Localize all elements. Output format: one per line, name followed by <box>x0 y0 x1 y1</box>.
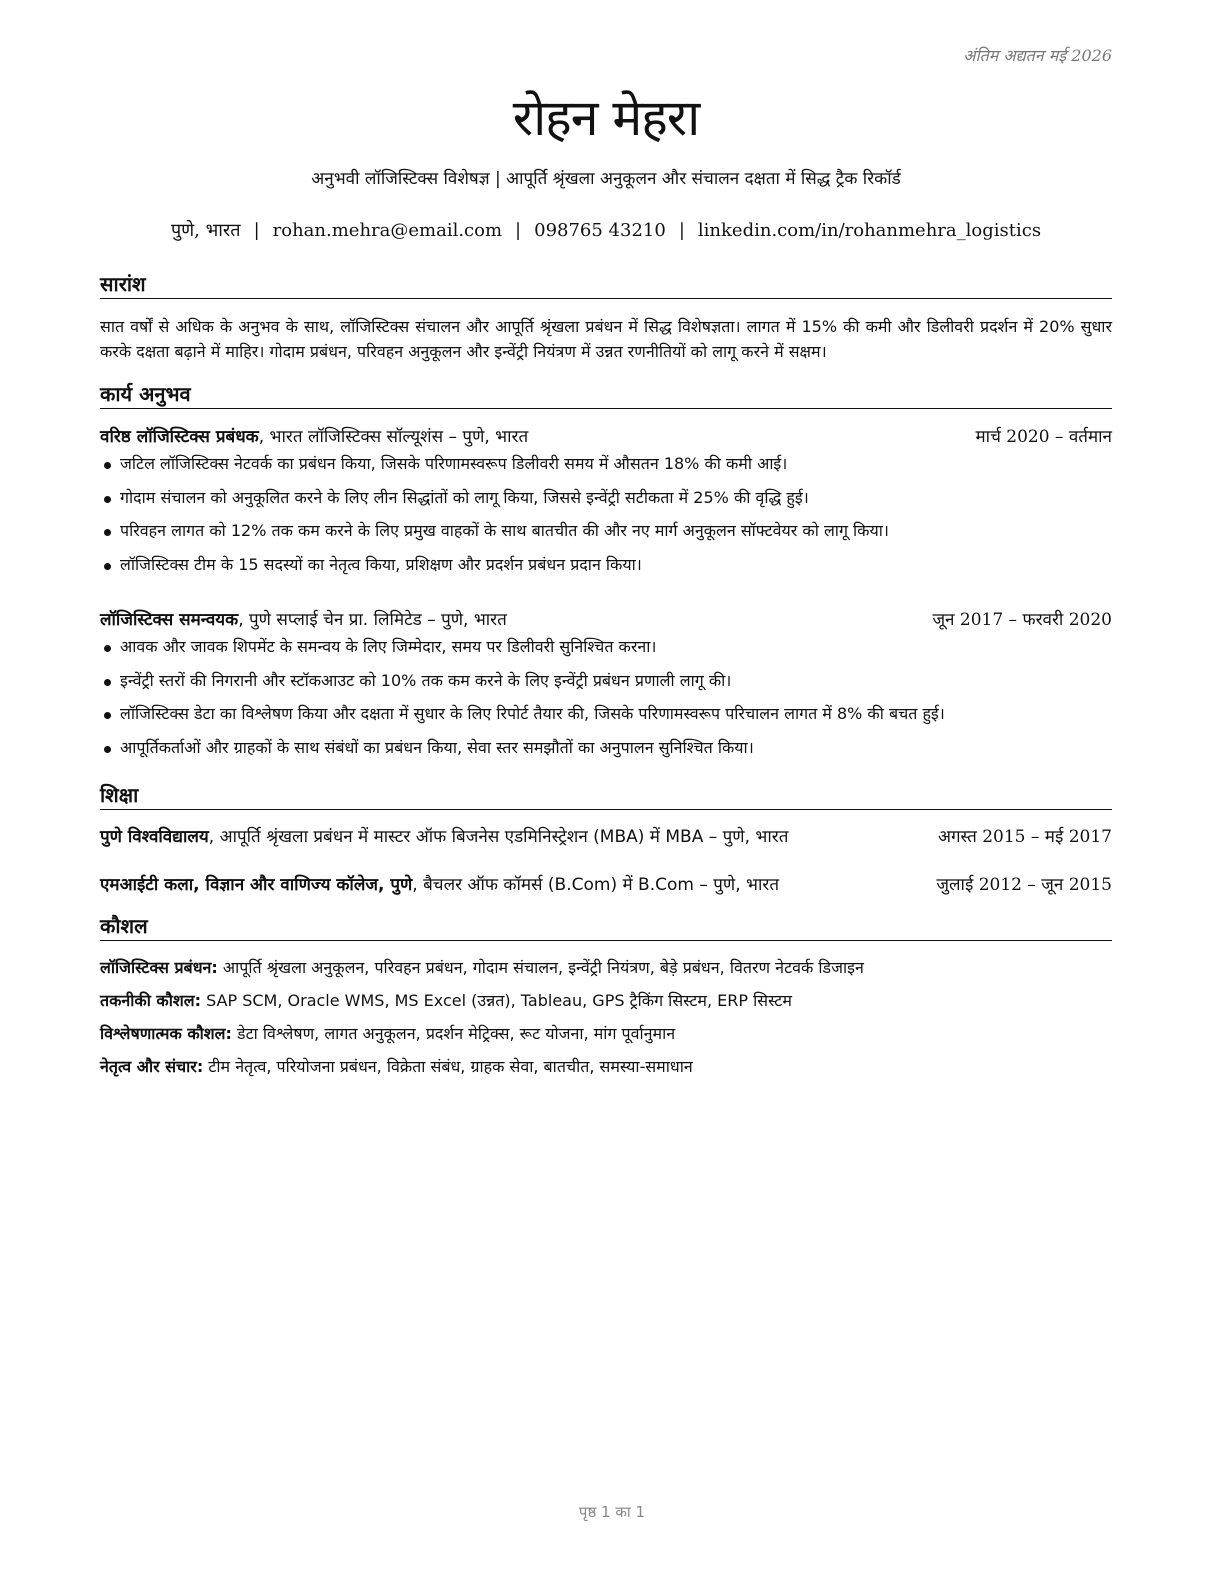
skill-line <box>100 956 1112 986</box>
last-updated: अंतिम अद्यतन मई 2026 <box>963 46 1112 65</box>
list-item: जटिल लॉजिस्टिक्स नेटवर्क का प्रबंधन किया, जिसके परिणामस्वरूप डिलीवरी समय में औसतन 18% की कमी आई। <box>100 452 1112 486</box>
skill-line <box>100 1022 1112 1052</box>
section-title-experience: कार्य अनुभव <box>100 380 1112 409</box>
contact-line <box>100 218 1112 242</box>
contact-email[interactable]: rohan.mehra@email.com <box>272 220 503 241</box>
contact-separator: | <box>678 220 685 241</box>
job-title-line <box>100 607 507 630</box>
candidate-name: रोहन मेहरा <box>512 89 700 147</box>
education-entry <box>100 824 1112 848</box>
skill-label: लॉजिस्टिक्स प्रबंधन: <box>100 958 218 977</box>
job-bullets <box>100 635 1112 769</box>
job-header <box>100 424 1112 448</box>
job-title-line <box>100 424 528 447</box>
contact-location: पुणे, भारत <box>170 220 241 241</box>
education-dates: अगस्त 2015 – मई 2017 <box>937 827 1112 847</box>
skill-value: डेटा विश्लेषण, लागत अनुकूलन, प्रदर्शन मेट्रिक्स, रूट योजना, मांग पूर्वानुमान <box>231 1024 676 1043</box>
job-header <box>100 607 1112 631</box>
contact-phone[interactable]: 098765 43210 <box>534 220 666 241</box>
contact-separator: | <box>253 220 260 241</box>
resume-page <box>100 0 1112 1584</box>
job-org: , पुणे सप्लाई चेन प्रा. लिमिटेड – पुणे, भारत <box>238 610 507 630</box>
education-detail: , आपूर्ति श्रृंखला प्रबंधन में मास्टर ऑफ बिजनेस एडमिनिस्ट्रेशन (MBA) में MBA – पुणे, भारत <box>208 827 789 847</box>
list-item: लॉजिस्टिक्स डेटा का विश्लेषण किया और दक्षता में सुधार के लिए रिपोर्ट तैयार की, जिसके परिणामस्वरूप परिचालन लागत में 8% की बचत हुई। <box>100 702 1112 736</box>
job-bullets <box>100 452 1112 586</box>
list-item: इन्वेंट्री स्तरों की निगरानी और स्टॉकआउट को 10% तक कम करने के लिए इन्वेंट्री प्रबंधन प्रणाली लागू की। <box>100 669 1112 703</box>
job-role: वरिष्ठ लॉजिस्टिक्स प्रबंधक <box>100 427 259 447</box>
education-school: एमआईटी कला, विज्ञान और वाणिज्य कॉलेज, पुणे <box>100 875 413 895</box>
list-item: आवक और जावक शिपमेंट के समन्वय के लिए जिम्मेदार, समय पर डिलीवरी सुनिश्चित करना। <box>100 635 1112 669</box>
skill-value: SAP SCM, Oracle WMS, MS Excel (उन्नत), Tableau, GPS ट्रैकिंग सिस्टम, ERP सिस्टम <box>201 991 792 1010</box>
skill-label: नेतृत्व और संचार: <box>100 1057 204 1076</box>
education-school: पुणे विश्वविद्यालय <box>100 827 209 847</box>
list-item: लॉजिस्टिक्स टीम के 15 सदस्यों का नेतृत्व किया, प्रशिक्षण और प्रदर्शन प्रबंधन प्रदान किया। <box>100 553 1112 587</box>
education-line <box>100 824 788 847</box>
skill-value: आपूर्ति श्रृंखला अनुकूलन, परिवहन प्रबंधन, गोदाम संचालन, इन्वेंट्री नियंत्रण, बेड़े प्रबंधन, वितरण नेटवर्क डिजाइन <box>217 958 864 977</box>
job-dates: जून 2017 – फरवरी 2020 <box>932 610 1112 630</box>
job-dates: मार्च 2020 – वर्तमान <box>975 427 1112 447</box>
job-role: लॉजिस्टिक्स समन्वयक <box>100 610 239 630</box>
skill-line <box>100 989 1112 1019</box>
list-item: गोदाम संचालन को अनुकूलित करने के लिए लीन सिद्धांतों को लागू किया, जिससे इन्वेंट्री सटीकता में 25% की वृद्धि हुई। <box>100 486 1112 520</box>
education-detail: , बैचलर ऑफ कॉमर्स (B.Com) में B.Com – पुणे, भारत <box>412 875 780 895</box>
skill-label: विश्लेषणात्मक कौशल: <box>100 1024 232 1043</box>
list-item: परिवहन लागत को 12% तक कम करने के लिए प्रमुख वाहकों के साथ बातचीत की और नए मार्ग अनुकूलन सॉफ्टवेयर को लागू किया। <box>100 519 1112 553</box>
contact-linkedin[interactable]: linkedin.com/in/rohanmehra_logistics <box>697 220 1042 241</box>
section-title-skills: कौशल <box>100 912 1112 941</box>
contact-separator: | <box>515 220 522 241</box>
list-item: आपूर्तिकर्ताओं और ग्राहकों के साथ संबंधों का प्रबंधन किया, सेवा स्तर समझौतों का अनुपालन सुनिश्चित किया। <box>100 736 1112 770</box>
headline: अनुभवी लॉजिस्टिक्स विशेषज्ञ | आपूर्ति श्रृंखला अनुकूलन और संचालन दक्षता में सिद्ध ट्रैक रिकॉर्ड <box>311 169 901 189</box>
page-number: पृष्ठ 1 का 1 <box>578 1503 646 1521</box>
skill-value: टीम नेतृत्व, परियोजना प्रबंधन, विक्रेता संबंध, ग्राहक सेवा, बातचीत, समस्या-समाधान <box>203 1057 693 1076</box>
section-title-education: शिक्षा <box>100 781 1112 810</box>
education-line <box>100 872 779 895</box>
job-org: , भारत लॉजिस्टिक्स सॉल्यूशंस – पुणे, भारत <box>258 427 529 447</box>
education-dates: जुलाई 2012 – जून 2015 <box>936 875 1112 895</box>
summary-text: सात वर्षों से अधिक के अनुभव के साथ, लॉजिस्टिक्स संचालन और आपूर्ति श्रृंखला प्रबंधन में सिद्ध विशेषज्ञता। लागत में 15% की कमी और डिलीवरी प्रदर्शन में 20% सुधार करके दक्षता बढ़ाने में माहिर। गोदाम प्रबंधन, परिवहन अनुकूलन और इन्वेंट्री नियंत्रण में उन्नत रणनीतियों को लागू करने में सक्षम। <box>100 317 1112 361</box>
section-title-summary: सारांश <box>100 270 1112 299</box>
skill-line <box>100 1055 1112 1085</box>
skill-label: तकनीकी कौशल: <box>100 991 201 1010</box>
education-entry <box>100 872 1112 896</box>
